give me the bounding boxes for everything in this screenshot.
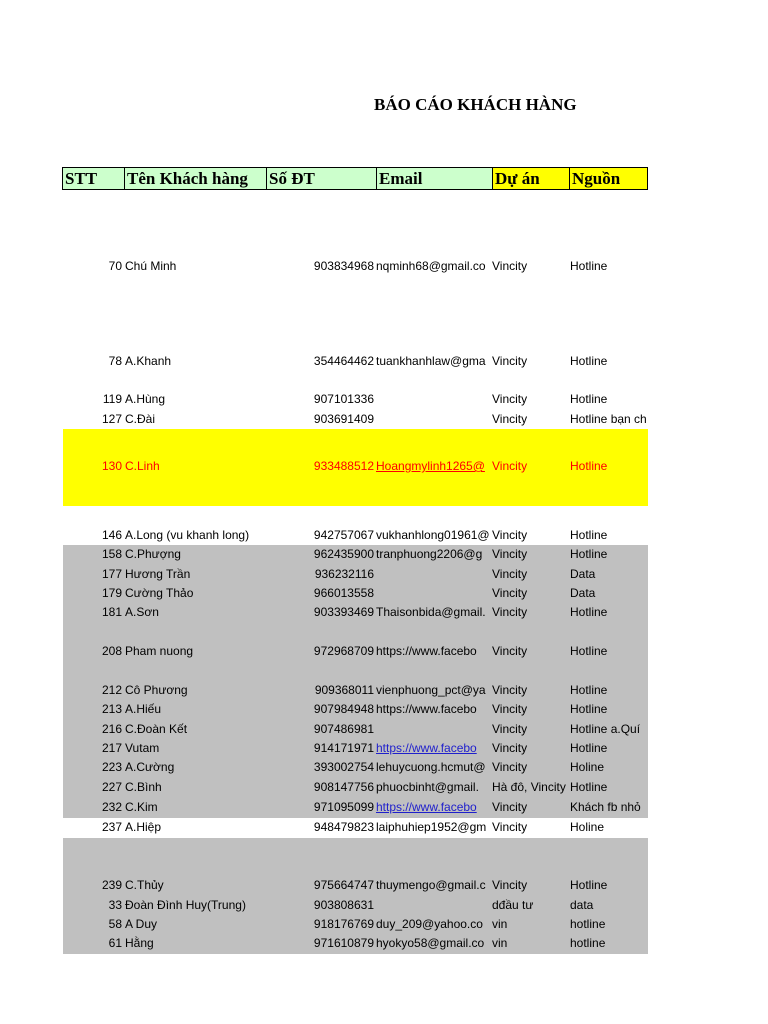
cell-source: Data — [570, 586, 596, 600]
table-row — [0, 700, 768, 719]
header-project: Dự án — [492, 168, 569, 189]
cell-source: Hotline bạn ch — [570, 412, 647, 426]
cell-stt: 177 — [101, 567, 122, 581]
cell-phone: 975664747 — [313, 878, 374, 892]
cell-source: Hotline — [570, 354, 608, 368]
cell-email: tuankhanhlaw@gma — [376, 354, 486, 368]
cell-stt: 227 — [101, 780, 122, 794]
cell-stt: 239 — [101, 878, 122, 892]
cell-email: vukhanhlong01961@ — [376, 528, 490, 542]
cell-phone: 354464462 — [313, 354, 374, 368]
cell-phone: 907486981 — [313, 722, 374, 736]
cell-name: C.Kim — [125, 800, 158, 814]
cell-source: Hotline — [570, 259, 608, 273]
table-row — [0, 934, 768, 953]
table-row — [0, 257, 768, 276]
cell-phone: 933488512 — [313, 459, 374, 473]
cell-phone: 948479823 — [313, 820, 374, 834]
cell-name: C.Đoàn Kết — [125, 722, 188, 736]
cell-project: Vincity — [492, 528, 528, 542]
table-row — [0, 565, 768, 584]
table-row — [0, 545, 768, 564]
cell-name: Hương Trần — [125, 567, 191, 581]
cell-source: Hotline — [570, 459, 608, 473]
cell-project: Vincity — [492, 702, 528, 716]
cell-name: A.Hiếu — [125, 702, 162, 716]
cell-stt: 223 — [101, 760, 122, 774]
header-email: Email — [376, 168, 492, 189]
cell-phone: 936232116 — [314, 567, 374, 581]
cell-email: https://www.facebo — [376, 644, 477, 658]
cell-phone: 393002754 — [313, 760, 374, 774]
cell-phone: 909368011 — [314, 683, 374, 697]
cell-source: Holine — [570, 760, 605, 774]
table-row — [0, 896, 768, 915]
cell-project: vin — [492, 917, 508, 931]
cell-source: Holine — [570, 820, 605, 834]
cell-email-link[interactable]: https://www.facebo — [376, 800, 477, 814]
cell-stt: 158 — [101, 547, 122, 561]
cell-project: Vincity — [492, 392, 528, 406]
cell-name: C.Thủy — [125, 878, 164, 892]
cell-email-link[interactable]: Hoangmylinh1265@ — [376, 459, 485, 473]
cell-source: Khách fb nhỏ — [570, 800, 641, 814]
table-row — [0, 603, 768, 622]
cell-phone: 972968709 — [313, 644, 374, 658]
cell-name: C.Linh — [125, 459, 160, 473]
table-header — [62, 167, 648, 190]
table-row — [0, 778, 768, 797]
cell-name: Cường Thảo — [125, 586, 194, 600]
cell-name: A.Long (vu khanh long) — [125, 528, 250, 542]
cell-phone: 908147756 — [313, 780, 374, 794]
cell-project: Vincity — [492, 547, 528, 561]
table-row — [0, 720, 768, 739]
table-row — [0, 818, 768, 837]
cell-project: Vincity — [492, 878, 528, 892]
cell-stt: 181 — [101, 605, 122, 619]
cell-name: Cô Phương — [125, 683, 188, 697]
cell-project: Vincity — [492, 820, 528, 834]
cell-phone: 903808631 — [313, 898, 374, 912]
cell-project: Vincity — [492, 722, 528, 736]
cell-source: Data — [570, 567, 596, 581]
cell-phone: 903393469 — [313, 605, 374, 619]
cell-source: Hotline — [570, 741, 608, 755]
cell-project: Vincity — [492, 354, 528, 368]
cell-stt: 237 — [101, 820, 122, 834]
cell-source: Hotline — [570, 644, 608, 658]
cell-email: hyokyo58@gmail.co — [376, 936, 485, 950]
cell-phone: 907101336 — [313, 392, 374, 406]
cell-email: laiphuhiep1952@gm — [376, 820, 487, 834]
cell-source: Hotline — [570, 878, 608, 892]
cell-project: Vincity — [492, 800, 528, 814]
table-row — [0, 681, 768, 700]
cell-project: Vincity — [492, 586, 528, 600]
cell-project: dđầu tư — [492, 898, 534, 912]
cell-email: phuocbinht@gmail. — [376, 780, 479, 794]
cell-phone: 971610879 — [313, 936, 374, 950]
cell-project: Vincity — [492, 459, 528, 473]
cell-stt: 70 — [108, 259, 122, 273]
cell-phone: 966013558 — [313, 586, 374, 600]
cell-stt: 78 — [108, 354, 122, 368]
cell-stt: 208 — [101, 644, 122, 658]
cell-source: Hotline — [570, 702, 608, 716]
cell-phone: 914171971 — [313, 741, 374, 755]
cell-source: Hotline — [570, 780, 608, 794]
cell-source: Hotline — [570, 547, 608, 561]
table-row — [0, 915, 768, 934]
cell-email: lehuycuong.hcmut@ — [376, 760, 486, 774]
cell-stt: 58 — [108, 917, 122, 931]
table-row — [0, 390, 768, 409]
cell-phone: 942757067 — [313, 528, 374, 542]
cell-project: Vincity — [492, 259, 528, 273]
cell-source: Hotline a.Quí — [570, 722, 641, 736]
cell-name: A.Cường — [125, 760, 175, 774]
cell-email: Thaisonbida@gmail. — [376, 605, 486, 619]
cell-stt: 216 — [101, 722, 122, 736]
cell-stt: 61 — [108, 936, 122, 950]
cell-email-link[interactable]: https://www.facebo — [376, 741, 477, 755]
table-row — [0, 410, 768, 429]
cell-phone: 903834968 — [313, 259, 374, 273]
cell-name: Pham nuong — [125, 644, 194, 658]
cell-name: A.Sơn — [125, 605, 159, 619]
cell-stt: 130 — [101, 459, 122, 473]
cell-source: Hotline — [570, 683, 608, 697]
cell-name: A.Hiệp — [125, 820, 162, 834]
header-source: Nguồn — [569, 168, 647, 189]
cell-name: C.Phượng — [125, 547, 181, 561]
cell-email: vienphuong_pct@ya — [376, 683, 486, 697]
cell-project: Vincity — [492, 605, 528, 619]
cell-project: Vincity — [492, 741, 528, 755]
cell-name: C.Đài — [125, 412, 156, 426]
cell-email: https://www.facebo — [376, 702, 477, 716]
report-title: BÁO CÁO KHÁCH HÀNG — [374, 95, 577, 114]
table-row — [0, 352, 768, 371]
cell-phone: 907984948 — [313, 702, 374, 716]
cell-name: Chú Minh — [125, 259, 177, 273]
cell-stt: 119 — [102, 392, 122, 406]
cell-phone: 903691409 — [313, 412, 374, 426]
cell-source: Hotline — [570, 392, 608, 406]
table-row-highlighted — [0, 457, 768, 476]
table-row — [0, 584, 768, 603]
cell-name: Hằng — [125, 936, 154, 950]
cell-stt: 127 — [101, 412, 122, 426]
header-name: Tên Khách hàng — [124, 168, 266, 189]
cell-name: Đoàn Đình Huy(Trung) — [125, 898, 246, 912]
cell-project: Vincity — [492, 567, 528, 581]
cell-stt: 33 — [108, 898, 122, 912]
cell-stt: 213 — [101, 702, 122, 716]
cell-name: A Duy — [125, 917, 158, 931]
cell-email: duy_209@yahoo.co — [376, 917, 483, 931]
cell-email: nqminh68@gmail.co — [376, 259, 486, 273]
cell-source: Hotline — [570, 605, 608, 619]
cell-name: C.Bình — [125, 780, 162, 794]
cell-phone: 918176769 — [313, 917, 374, 931]
cell-source: data — [570, 898, 594, 912]
cell-stt: 179 — [101, 586, 122, 600]
table-row — [0, 526, 768, 545]
table-row — [0, 739, 768, 758]
cell-project: Hà đô, Vincity — [492, 780, 566, 794]
cell-stt: 217 — [101, 741, 122, 755]
cell-project: Vincity — [492, 412, 528, 426]
cell-project: Vincity — [492, 644, 528, 658]
cell-source: hotline — [570, 936, 606, 950]
cell-phone: 962435900 — [313, 547, 374, 561]
header-phone: Số ĐT — [266, 168, 376, 189]
cell-stt: 232 — [101, 800, 122, 814]
cell-project: Vincity — [492, 760, 528, 774]
cell-name: A.Khanh — [125, 354, 172, 368]
cell-source: hotline — [570, 917, 606, 931]
cell-project: Vincity — [492, 683, 528, 697]
table-row — [0, 758, 768, 777]
header-stt: STT — [65, 169, 98, 188]
cell-project: vin — [492, 936, 508, 950]
cell-email: tranphuong2206@g — [376, 547, 483, 561]
cell-email: thuymengo@gmail.c — [376, 878, 486, 892]
cell-phone: 971095099 — [313, 800, 374, 814]
table-row — [0, 876, 768, 895]
cell-stt: 212 — [101, 683, 122, 697]
cell-stt: 146 — [101, 528, 122, 542]
table-row — [0, 642, 768, 661]
cell-name: A.Hùng — [125, 392, 166, 406]
table-row — [0, 798, 768, 817]
cell-name: Vutam — [125, 741, 160, 755]
cell-source: Hotline — [570, 528, 608, 542]
